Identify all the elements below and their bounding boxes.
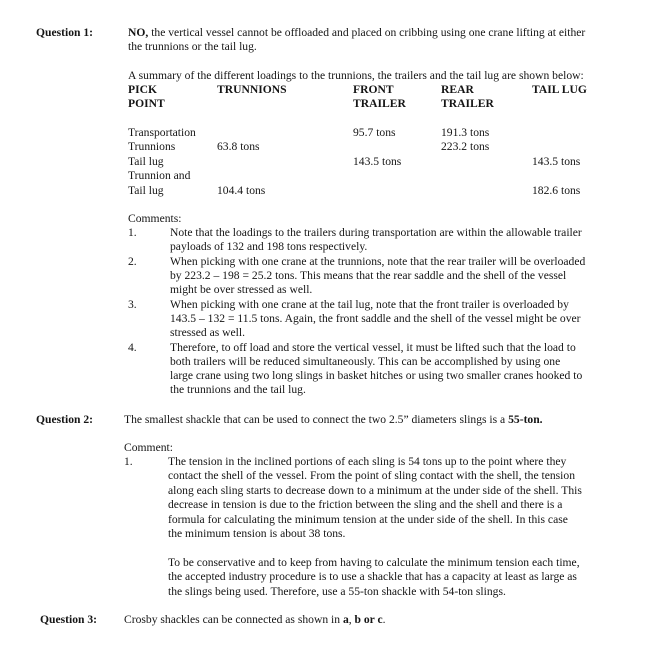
comment-number: 2.: [128, 255, 137, 268]
row-trunnions: 63.8 tons: [217, 140, 260, 153]
header-front: FRONT: [353, 83, 394, 96]
comment-line: large crane using two long slings in basket hitches or using two smaller cranes hooked to: [170, 369, 583, 382]
question-1-answer-line2: the trunnions or the tail lug.: [128, 40, 257, 53]
option-a: a: [342, 613, 349, 626]
row-trunnions: 104.4 tons: [217, 184, 266, 197]
question-3-text: [124, 613, 386, 627]
comment-line: contact the shell of the vessel. From the point of sling contact with the shell, the tension: [168, 469, 575, 482]
paragraph-line: the accepted industry procedure is to use a shackle that has a capacity at least as large as: [168, 570, 577, 583]
comment-line: The tension in the inclined portions of each sling is 54 tons up to the point where they: [168, 455, 567, 468]
comment-number: 1.: [124, 455, 133, 468]
question-3-label: Question 3:: [40, 613, 98, 626]
comment-line: the minimum tension is about 38 tons.: [168, 527, 346, 540]
option-c: c: [377, 613, 383, 626]
summary-text: A summary of the different loadings to the trunnions, the trailers and the tail lug are shown below:: [128, 69, 584, 82]
comment-line: When picking with one crane at the trunnions, note that the rear trailer will be overloaded: [170, 255, 586, 268]
q3-or: or: [360, 613, 378, 626]
comment-line: stressed as well.: [170, 326, 246, 339]
comment-line: both trailers will be reduced simultaneously. This can be accomplished by using one: [170, 355, 561, 368]
paragraph-line: To be conservative and to keep from having to calculate the minimum tension each time,: [168, 556, 580, 569]
header-front-trailer: TRAILER: [353, 97, 406, 110]
row-pick: Tail lug: [128, 184, 164, 197]
row-tail: 143.5 tons: [532, 155, 581, 168]
row-tail: 182.6 tons: [532, 184, 581, 197]
row-front: 95.7 tons: [353, 126, 396, 139]
comment-line: Note that the loadings to the trailers during transportation are within the allowable trailer: [170, 226, 582, 239]
comment-line: decrease in tension is due to the friction between the sling and the shell and there is a: [168, 498, 563, 511]
header-tail-lug: TAIL LUG: [532, 83, 587, 96]
question-1-answer-line1: [128, 26, 585, 40]
comment-line: by 223.2 – 198 = 25.2 tons. This means that the rear saddle and the shell of the vessel: [170, 269, 567, 282]
comment-line: When picking with one crane at the tail lug, note that the front trailer is overloaded by: [170, 298, 569, 311]
header-trunnions: TRUNNIONS: [217, 83, 287, 96]
comments-label: Comments:: [128, 212, 182, 225]
option-b: b: [354, 613, 361, 626]
comment-line: formula for calculating the minimum tension at the under side of the shell. In this case: [168, 513, 568, 526]
comment-number: 3.: [128, 298, 137, 311]
comment-line: might be over stressed as well.: [170, 283, 313, 296]
question-1-label: Question 1:: [36, 26, 94, 39]
header-rear-trailer: TRAILER: [441, 97, 494, 110]
comment-line: payloads of 132 and 198 tons respectively.: [170, 240, 368, 253]
answer-text: the vertical vessel cannot be offloaded and placed on cribbing using one crane lifting at either: [148, 26, 586, 39]
comment-number: 1.: [128, 226, 137, 239]
q3-period: .: [382, 613, 386, 626]
row-front: 143.5 tons: [353, 155, 402, 168]
comment-line: the trunnions and the tail lug.: [170, 383, 306, 396]
answer-shackle-size: 55-ton.: [508, 413, 543, 426]
paragraph-line: the slings being used. Therefore, use a 55-ton shackle with 54-ton slings.: [168, 585, 506, 598]
comment-line: along each sling starts to decrease down to a minimum at the under side of the shell. This: [168, 484, 582, 497]
header-rear: REAR: [441, 83, 474, 96]
comment-number: 4.: [128, 341, 137, 354]
comment-label: Comment:: [124, 441, 173, 454]
row-rear: 191.3 tons: [441, 126, 490, 139]
question-2-label: Question 2:: [36, 413, 94, 426]
row-pick: Transportation: [128, 126, 196, 139]
question-2-answer: [124, 413, 543, 427]
answer-text: The smallest shackle that can be used to connect the two 2.5” diameters slings is a: [124, 413, 509, 426]
header-pick: PICK: [128, 83, 157, 96]
row-pick: Trunnions: [128, 140, 176, 153]
comment-line: Therefore, to off load and store the vertical vessel, it must be lifted such that the load to: [170, 341, 576, 354]
comment-line: 143.5 – 132 = 11.5 tons. Again, the front saddle and the shell of the vessel might be over: [170, 312, 581, 325]
row-rear: 223.2 tons: [441, 140, 490, 153]
row-pick: Trunnion and: [128, 169, 191, 182]
q3-text: Crosby shackles can be connected as shown in: [124, 613, 343, 626]
q3-comma: ,: [348, 613, 355, 626]
row-pick: Tail lug: [128, 155, 164, 168]
answer-no: NO,: [128, 26, 149, 39]
header-point: POINT: [128, 97, 165, 110]
